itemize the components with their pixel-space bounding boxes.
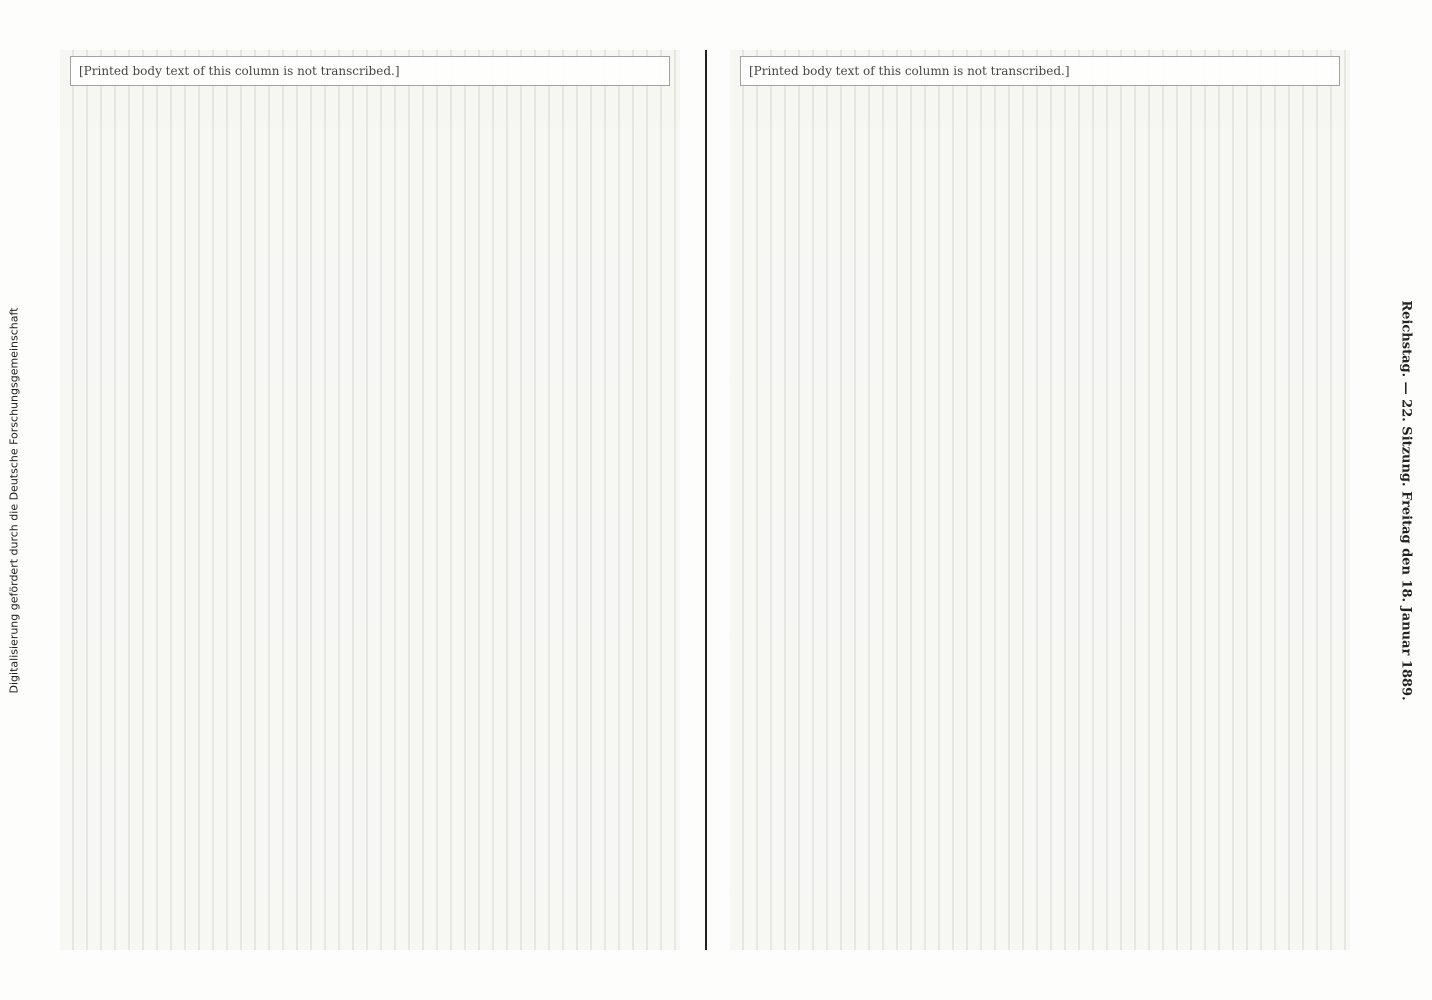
right-column	[730, 50, 1350, 950]
left-column	[60, 50, 680, 950]
running-head	[1394, 0, 1418, 1000]
running-head-text: Reichstag. — 22. Sitzung. Freitag den 18. Januar 1889.	[1398, 299, 1414, 701]
margin-strip	[6, 0, 22, 1000]
column-divider	[705, 50, 707, 950]
right-column-note: [Printed body text of this column is not transcribed.]	[740, 56, 1340, 86]
margin-attribution: Digitalisierung gefördert durch die Deutsche Forschungsgemeinschaft	[7, 307, 21, 693]
text-spread	[60, 50, 1350, 950]
left-column-note: [Printed body text of this column is not transcribed.]	[70, 56, 670, 86]
